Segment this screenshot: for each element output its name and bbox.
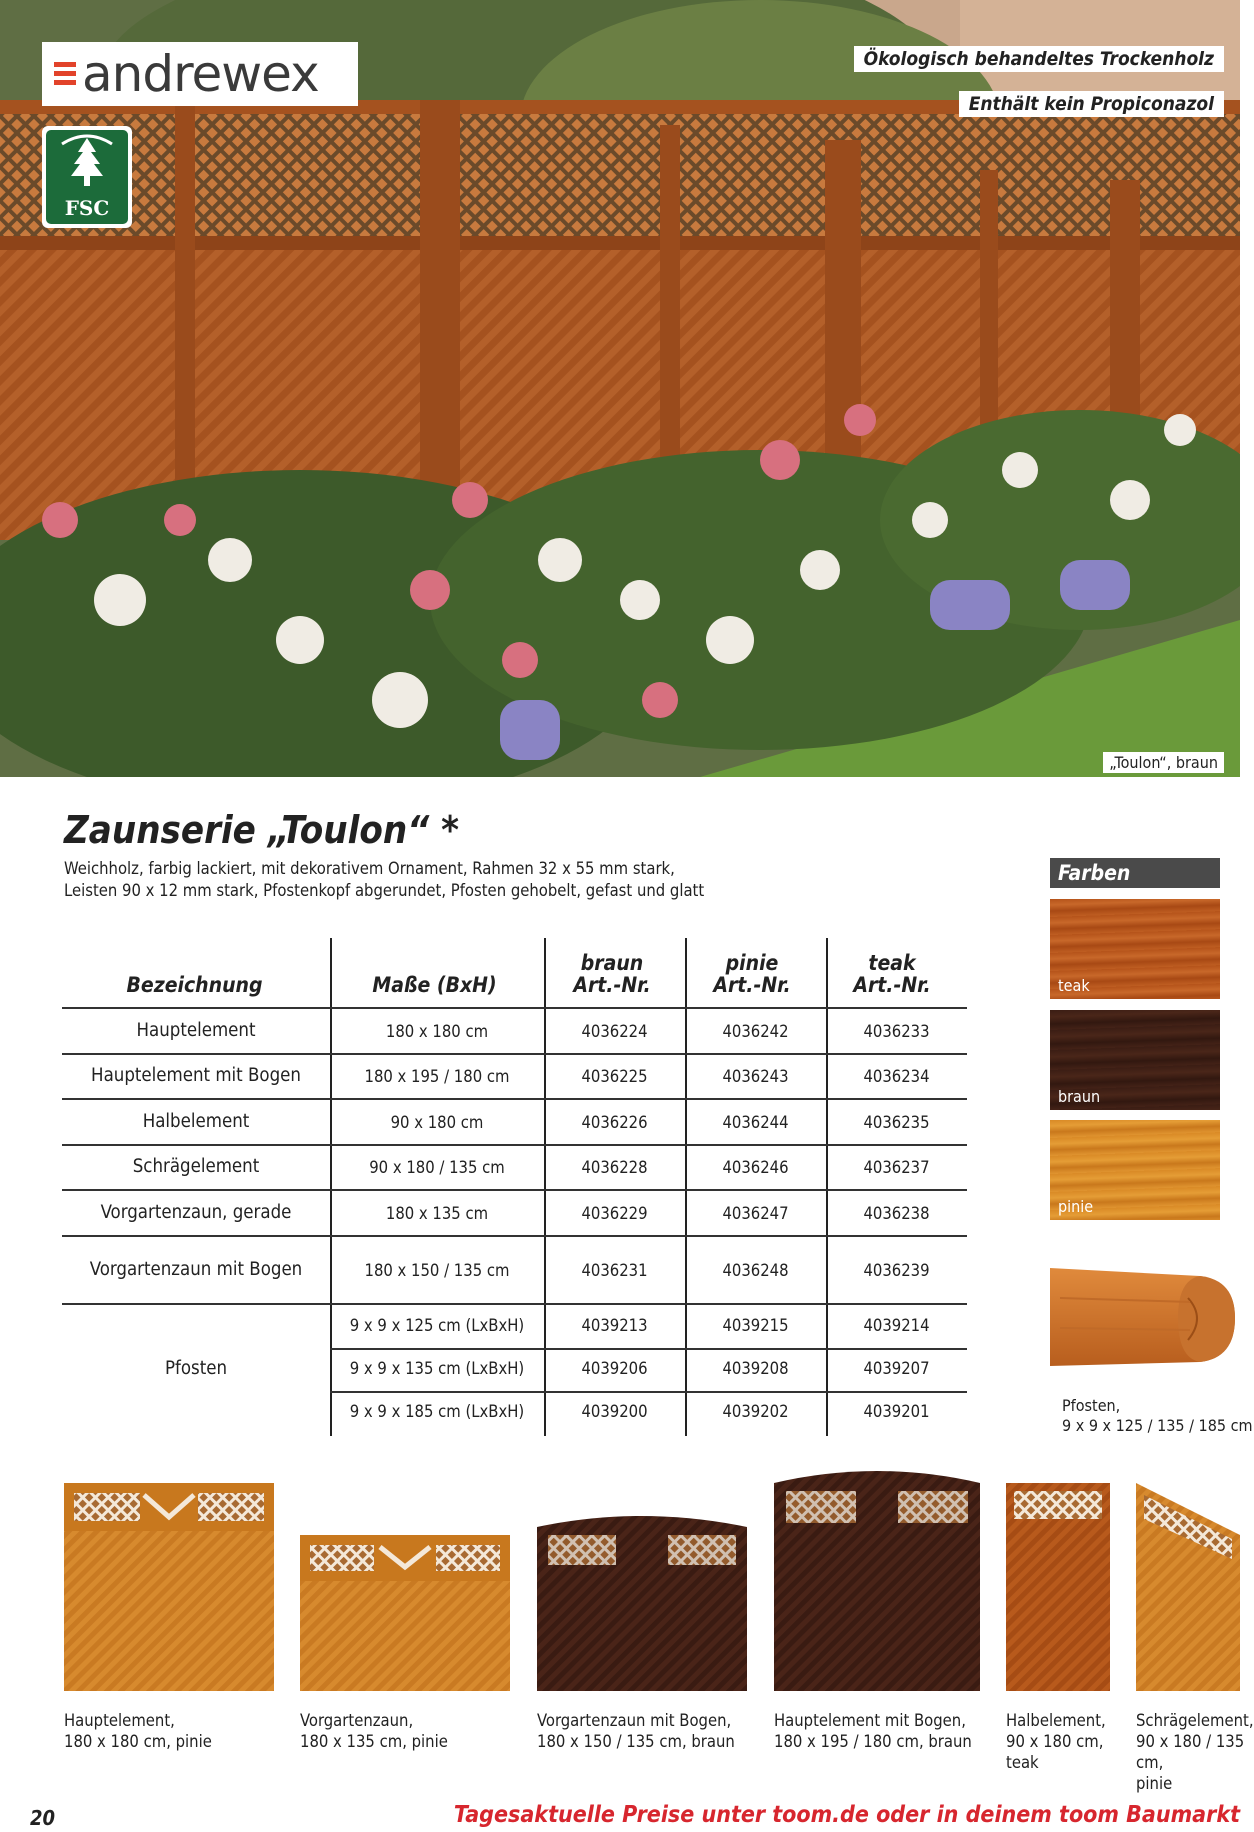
claim-dry-wood: Ökologisch behandeltes Trockenholz — [854, 46, 1224, 72]
product-halbelement — [1006, 1483, 1110, 1691]
table-row-teak: 4036239 — [863, 1261, 930, 1280]
pfosten-caption: Pfosten, 9 x 9 x 125 / 135 / 185 cm — [1062, 1396, 1253, 1435]
product-schraegelement — [1136, 1483, 1240, 1691]
product-caption-vorgartenzaun-bogen: Vorgartenzaun mit Bogen, 180 x 150 / 135 cm, braun — [537, 1711, 735, 1751]
table-row-name-pfosten: Pfosten — [164, 1358, 228, 1379]
product-description — [64, 858, 944, 902]
table-row-name: Vorgartenzaun, gerade — [100, 1202, 292, 1223]
table-row-teak: 4036233 — [863, 1022, 930, 1041]
pfosten-size: 9 x 9 x 125 cm (LxBxH) — [349, 1316, 525, 1335]
table-row-pinie: 4036242 — [722, 1022, 789, 1041]
pfosten-teak: 4039201 — [863, 1402, 930, 1421]
table-row-name: Vorgartenzaun mit Bogen — [89, 1259, 303, 1280]
product-caption-vorgartenzaun: Vorgartenzaun, 180 x 135 cm, pinie — [300, 1711, 448, 1751]
logo-text: andrewex — [82, 45, 319, 103]
pfosten-braun: 4039213 — [581, 1316, 648, 1335]
table-row-name: Schrägelement — [132, 1156, 260, 1177]
table-row-pinie: 4036247 — [722, 1204, 789, 1223]
product-caption-schraegelement: Schrägelement, 90 x 180 / 135 cm, pinie — [1136, 1711, 1254, 1793]
table-row-size: 180 x 195 / 180 cm — [364, 1067, 510, 1086]
swatch-label: teak — [1058, 976, 1090, 995]
claim-no-propiconazol: Enthält kein Propiconazol — [959, 91, 1224, 117]
product-hauptelement-mit-bogen — [774, 1471, 980, 1691]
pfosten-teak: 4039214 — [863, 1316, 930, 1335]
row-divider — [62, 1098, 967, 1100]
row-divider — [62, 1189, 967, 1191]
table-row-pinie: 4036248 — [722, 1261, 789, 1280]
row-divider — [62, 1303, 967, 1305]
pfosten-pinie: 4039208 — [722, 1359, 789, 1378]
table-row-braun: 4036226 — [581, 1113, 648, 1132]
andrewex-logo — [42, 42, 358, 106]
header-name: Bezeichnung — [126, 973, 263, 997]
pfosten-image — [1050, 1258, 1240, 1378]
product-vorgartenzaun-mit-bogen — [537, 1516, 747, 1691]
table-row-braun: 4036224 — [581, 1022, 648, 1041]
pfosten-teak: 4039207 — [863, 1359, 930, 1378]
swatch-label: braun — [1058, 1087, 1101, 1106]
product-hauptelement — [64, 1483, 274, 1691]
pfosten-size: 9 x 9 x 135 cm (LxBxH) — [349, 1359, 525, 1378]
description-line: Weichholz, farbig lackiert, mit dekorativem Ornament, Rahmen 32 x 55 mm stark, — [64, 859, 675, 878]
photo-caption: „Toulon“, braun — [1103, 752, 1224, 773]
table-row-braun: 4036228 — [581, 1158, 648, 1177]
row-divider — [62, 1235, 967, 1237]
table-row-pinie: 4036244 — [722, 1113, 789, 1132]
logo-bars-icon — [54, 62, 76, 88]
table-row-size: 180 x 135 cm — [385, 1204, 489, 1223]
fsc-tree-icon — [46, 130, 128, 224]
product-caption-hauptelement: Hauptelement, 180 x 180 cm, pinie — [64, 1711, 212, 1751]
table-row-name: Halbelement — [142, 1111, 250, 1132]
table-row-braun: 4036225 — [581, 1067, 648, 1086]
row-divider — [62, 1007, 967, 1009]
product-thumbnails — [0, 1455, 1254, 1695]
footer-price-note: Tagesaktuelle Preise unter toom.de oder in deinem toom Baumarkt — [453, 1802, 1240, 1828]
header-pinie: pinie Art.-Nr. — [713, 951, 791, 997]
swatch-pinie — [1050, 1120, 1220, 1220]
table-row-pinie: 4036246 — [722, 1158, 789, 1177]
colors-heading: Farben — [1050, 858, 1220, 888]
swatch-teak — [1050, 899, 1220, 999]
header-teak: teak Art.-Nr. — [853, 951, 931, 997]
pfosten-braun: 4039206 — [581, 1359, 648, 1378]
header-braun: braun Art.-Nr. — [573, 951, 651, 997]
fsc-badge — [42, 126, 132, 228]
table-row-pinie: 4036243 — [722, 1067, 789, 1086]
swatch-braun — [1050, 1010, 1220, 1110]
row-divider — [62, 1144, 967, 1146]
pfosten-pinie: 4039202 — [722, 1402, 789, 1421]
table-row-size: 180 x 150 / 135 cm — [364, 1261, 510, 1280]
hero-photo — [0, 0, 1240, 777]
row-divider — [62, 1053, 967, 1055]
table-row-teak: 4036235 — [863, 1113, 930, 1132]
table-row-name: Hauptelement mit Bogen — [91, 1065, 301, 1086]
table-row-teak: 4036237 — [863, 1158, 930, 1177]
table-row-size: 180 x 180 cm — [385, 1022, 489, 1041]
pfosten-size: 9 x 9 x 185 cm (LxBxH) — [349, 1402, 525, 1421]
pfosten-braun: 4039200 — [581, 1402, 648, 1421]
fsc-label: FSC — [64, 196, 110, 220]
article-table — [62, 936, 968, 1436]
product-vorgartenzaun — [300, 1535, 510, 1691]
header-size: Maße (BxH) — [372, 973, 497, 997]
description-line: Leisten 90 x 12 mm stark, Pfostenkopf abgerundet, Pfosten gehobelt, gefast und glatt — [64, 881, 705, 900]
pfosten-pinie: 4039215 — [722, 1316, 789, 1335]
table-row-size: 90 x 180 cm — [390, 1113, 484, 1132]
product-caption-halbelement: Halbelement, 90 x 180 cm, teak — [1006, 1711, 1106, 1772]
page-number: 20 — [30, 1806, 56, 1830]
swatch-label: pinie — [1058, 1197, 1094, 1216]
table-row-teak: 4036234 — [863, 1067, 930, 1086]
row-divider — [330, 1391, 967, 1393]
table-row-size: 90 x 180 / 135 cm — [369, 1158, 505, 1177]
table-row-braun: 4036229 — [581, 1204, 648, 1223]
product-caption-hauptelement-bogen: Hauptelement mit Bogen, 180 x 195 / 180 cm, braun — [774, 1711, 972, 1751]
page-title: Zaunserie „Toulon“ * — [64, 808, 459, 852]
row-divider — [330, 1348, 967, 1350]
table-row-teak: 4036238 — [863, 1204, 930, 1223]
table-row-name: Hauptelement — [136, 1020, 256, 1041]
table-row-braun: 4036231 — [581, 1261, 648, 1280]
